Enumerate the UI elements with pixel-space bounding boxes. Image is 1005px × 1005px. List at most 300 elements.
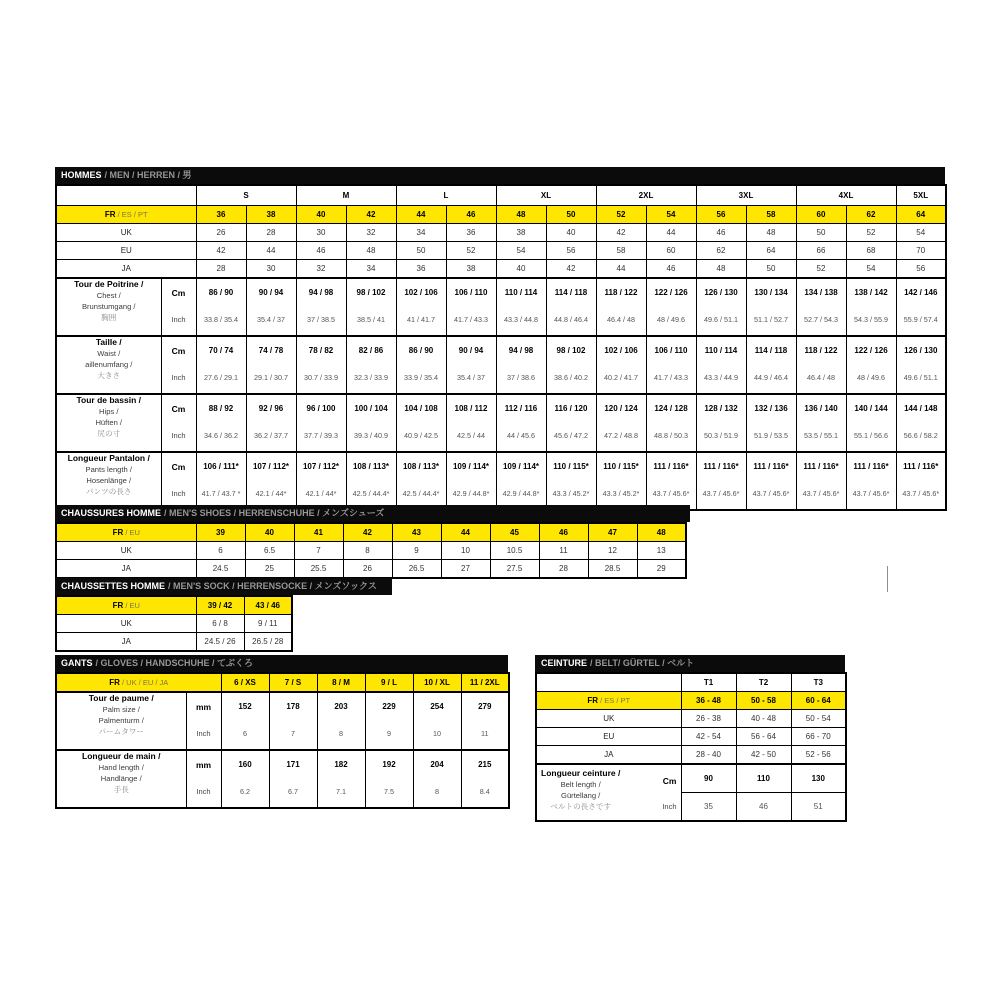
conv-value: 52 (846, 224, 896, 242)
size-value: 40 (296, 206, 346, 224)
measure-cell (365, 750, 413, 808)
measure-cell (269, 750, 317, 808)
measure-cell (161, 452, 196, 510)
inch-value: 42.1 / 44* (305, 489, 337, 498)
unit-top-label: Cm (171, 461, 186, 472)
inch-value: 35.4 / 37 (257, 315, 285, 324)
measure-cell-stack (447, 337, 496, 391)
unit-bottom-label: Inch (171, 373, 186, 383)
inch-value: 44.9 / 46.4 (754, 373, 788, 382)
measure-cell (396, 278, 446, 336)
inch-value: 43.7 / 45.6* (852, 489, 890, 498)
measure-cell-stack (247, 337, 296, 391)
belt-table (535, 672, 847, 822)
inch-value: 42.9 / 44.8* (502, 489, 540, 498)
measure-cell (796, 278, 846, 336)
conv-value: 26 - 38 (681, 710, 736, 728)
measure-label-line: Waist / (97, 349, 121, 358)
measure-cell-stack (447, 395, 496, 449)
cm-value: 109 / 114* (502, 462, 540, 471)
inch-value: 8 (339, 729, 343, 738)
measure-label-line: Hüften / (95, 418, 123, 427)
cm-value: 111 / 116* (753, 462, 789, 471)
unit-bottom-label: Inch (171, 431, 186, 441)
inch-value: 8 (435, 787, 439, 796)
measure-cell-stack (162, 453, 196, 507)
conv-value: 10 (441, 542, 490, 560)
cm-value: 111 / 116* (653, 462, 689, 471)
conv-value: 46 (296, 242, 346, 260)
cm-value: 203 (334, 702, 348, 711)
inch-value: 39.3 / 40.9 (354, 431, 388, 440)
cm-value: 111 / 116* (853, 462, 889, 471)
conv-row-label: JA (56, 560, 196, 579)
measure-cell (246, 278, 296, 336)
cm-value: 116 / 120 (554, 404, 588, 413)
cm-value: 106 / 110 (454, 288, 488, 297)
measure-cell (546, 452, 596, 510)
size-value: 64 (896, 206, 946, 224)
conv-value: 42 - 50 (736, 746, 791, 765)
hommes-region-label-rest: / ES / PT (115, 210, 148, 219)
unit-bottom-label: Inch (171, 315, 186, 325)
cm-value: 126 / 130 (904, 346, 938, 355)
measure-label-line: Tour de bassin / (76, 395, 142, 405)
measure-cell (796, 336, 846, 394)
size-value: 62 (846, 206, 896, 224)
measure-cell (596, 278, 646, 336)
belt-title-bar (535, 655, 845, 672)
conv-value: 7 (294, 542, 343, 560)
conv-value: 34 (396, 224, 446, 242)
measure-label-line: Longueur ceinture / (541, 767, 621, 778)
measure-cell (496, 278, 546, 336)
cm-value: 96 / 100 (306, 404, 336, 413)
measure-cell (596, 336, 646, 394)
measure-cell (246, 336, 296, 394)
socks-region-label-rest: / EU (123, 601, 140, 610)
conv-value: 52 (446, 242, 496, 260)
measure-cell (646, 452, 696, 510)
hommes-size-row (56, 206, 946, 224)
cm-value: 111 / 116* (803, 462, 839, 471)
inch-value: 48.8 / 50.3 (654, 431, 688, 440)
measure-cell (596, 452, 646, 510)
size-value: 7 / S (269, 673, 317, 692)
cm-value: 107 / 112* (302, 462, 340, 471)
size-value: 46 (539, 523, 588, 542)
conv-value: 9 / 11 (244, 615, 292, 633)
cm-value: 229 (382, 702, 396, 711)
measure-cell-stack (447, 453, 496, 507)
measure-cell-stack (162, 395, 196, 449)
conv-value: 46 (646, 260, 696, 279)
conv-value: 27.5 (490, 560, 539, 579)
belt-length-label (536, 764, 681, 821)
conv-value: 28 (196, 260, 246, 279)
conv-value: 6.5 (245, 542, 294, 560)
belt-size-header-T3: T3 (791, 673, 846, 692)
cm-value: 88 / 92 (208, 404, 234, 413)
conv-value: 25.5 (294, 560, 343, 579)
conv-row-label: UK (56, 542, 196, 560)
measure-cell (161, 278, 196, 336)
hommes-table (55, 184, 947, 511)
measure-label-line: パームタワー (98, 727, 145, 736)
measure-cell-stack (397, 453, 446, 507)
measure-cell-stack (366, 751, 413, 805)
cm-value: 136 / 140 (804, 404, 838, 413)
measure-cell-stack (447, 279, 496, 333)
measure-cell-stack (747, 337, 796, 391)
conv-row-label: UK (56, 615, 196, 633)
shoes-region-label-rest: / EU (123, 528, 140, 537)
inch-value: 49.6 / 51.1 (704, 315, 738, 324)
hommes-size-table (55, 167, 947, 511)
measure-cell-stack (897, 453, 946, 507)
inch-value: 51.9 / 53.5 (754, 431, 788, 440)
cm-value: 102 / 106 (604, 346, 638, 355)
hommes-conv-row-EU (56, 242, 946, 260)
measure-label-line: Belt length / (560, 779, 601, 789)
cm-value: 152 (238, 702, 252, 711)
cm-value: 124 / 128 (654, 404, 688, 413)
conv-value: 28.5 (588, 560, 637, 579)
measure-cell-stack (297, 453, 346, 507)
cm-value: 134 / 138 (804, 288, 838, 297)
measure-cell-stack (647, 395, 696, 449)
measure-cell (269, 692, 317, 750)
cm-value: 132 / 136 (754, 404, 788, 413)
inch-value: 37 / 38.6 (507, 373, 535, 382)
unit-top-label: Cm (171, 345, 186, 356)
conv-value: 54 (846, 260, 896, 279)
inch-value: 7 (291, 729, 295, 738)
measure-cell-stack (797, 453, 846, 507)
conv-value: 54 (496, 242, 546, 260)
measure-cell-stack (222, 693, 269, 747)
conv-value: 9 (392, 542, 441, 560)
size-group-5XL: 5XL (896, 185, 946, 206)
measure-cell (846, 452, 896, 510)
conv-value: 36 (446, 224, 496, 242)
conv-value: 36 (396, 260, 446, 279)
size-value: 43 / 46 (244, 596, 292, 615)
measure-label-line: 手長 (113, 785, 129, 794)
cm-value: 192 (382, 760, 396, 769)
size-value: 48 (496, 206, 546, 224)
conv-value: 50 (796, 224, 846, 242)
measure-cell (296, 336, 346, 394)
measure-cell (346, 452, 396, 510)
measure-cell (186, 750, 221, 808)
measure-cell-stack (697, 453, 746, 507)
measure-cell (596, 394, 646, 452)
measure-cell-stack (597, 453, 646, 507)
measure-label-line: Handlänge / (100, 774, 142, 783)
measure-cell (696, 452, 746, 510)
cm-value: 110 / 115* (553, 462, 589, 471)
measure-cell (161, 336, 196, 394)
conv-value: 40 - 48 (736, 710, 791, 728)
belt-conv-row-EU (536, 728, 846, 746)
conv-value: 56 (896, 260, 946, 279)
belt-length-label-grid (537, 766, 681, 820)
cm-value: 128 / 132 (704, 404, 738, 413)
shoes-size-row (56, 523, 686, 542)
measure-cell-stack (162, 279, 196, 333)
inch-value: 45.6 / 47.2 (554, 431, 588, 440)
size-group-M: M (296, 185, 396, 206)
conv-value: 68 (846, 242, 896, 260)
inch-value: 42.5 / 44.4* (352, 489, 390, 498)
inch-value: 41 / 41.7 (407, 315, 435, 324)
cm-value: 109 / 114* (452, 462, 490, 471)
conv-value: 32 (296, 260, 346, 279)
measure-cell-stack (697, 395, 746, 449)
measure-cell (196, 278, 246, 336)
size-value: 10 / XL (413, 673, 461, 692)
cm-value: 130 (791, 764, 846, 793)
measure-label-line: 尻の寸 (97, 429, 121, 438)
measure-cell-stack (270, 751, 317, 805)
inch-value: 50.3 / 51.9 (704, 431, 738, 440)
measure-cell-stack (347, 395, 396, 449)
measure-cell (896, 336, 946, 394)
conv-value: 42 (196, 242, 246, 260)
cm-value: 106 / 111* (203, 462, 239, 471)
measure-cell (896, 452, 946, 510)
mens-socks-size-table (55, 578, 392, 652)
conv-value: 56 - 64 (736, 728, 791, 746)
inch-value: 43.7 / 45.6* (702, 489, 740, 498)
measure-cell (186, 692, 221, 750)
cm-value: 142 / 146 (904, 288, 938, 297)
conv-value: 64 (746, 242, 796, 260)
inch-value: 55.9 / 57.4 (903, 315, 938, 324)
inch-value: 41.7 / 43.7 * (201, 489, 241, 498)
conv-value: 48 (746, 224, 796, 242)
inch-value: 43.3 / 45.2* (602, 489, 640, 498)
cm-value: 107 / 112* (252, 462, 290, 471)
measure-cell (346, 336, 396, 394)
gloves-table (55, 672, 510, 809)
measure-cell (396, 394, 446, 452)
measure-cell (496, 336, 546, 394)
measure-label-line: 胸囲 (101, 313, 117, 322)
cm-value: 82 / 86 (358, 346, 384, 355)
conv-value: 12 (588, 542, 637, 560)
size-value: 40 (245, 523, 294, 542)
measure-label-line: Palmenturm / (98, 716, 144, 725)
size-value: 38 (246, 206, 296, 224)
size-value: 56 (696, 206, 746, 224)
hommes-conv-row-JA (56, 260, 946, 279)
cm-value: 111 / 116* (903, 462, 939, 471)
measure-cell-stack (547, 395, 596, 449)
measure-cell (846, 278, 896, 336)
measure-cell-stack (597, 337, 646, 391)
conv-row-label: UK (56, 224, 196, 242)
belt-header-row (536, 673, 846, 692)
cm-value: 78 / 82 (308, 346, 334, 355)
conv-value: 44 (596, 260, 646, 279)
inch-value: 40.9 / 42.5 (404, 431, 438, 440)
measure-cell-stack (647, 337, 696, 391)
measure-cell (646, 394, 696, 452)
unit-bottom-label: Inch (196, 787, 211, 797)
belt-length-units (662, 768, 678, 820)
socks-title-bar (55, 578, 392, 595)
measure-cell (413, 692, 461, 750)
hommes-measure-row-1 (56, 336, 946, 394)
measure-cell-stack (897, 395, 946, 449)
shoes-table (55, 522, 687, 579)
measure-cell-stack (197, 395, 246, 449)
measure-cell (396, 452, 446, 510)
measure-cell-stack (597, 395, 646, 449)
measure-cell (496, 394, 546, 452)
conv-value: 30 (296, 224, 346, 242)
inch-value: 42.9 / 44.8* (452, 489, 490, 498)
conv-value: 28 - 40 (681, 746, 736, 765)
measure-label-line: Palm size / (102, 705, 140, 714)
inch-value: 49.6 / 51.1 (903, 373, 938, 382)
inch-value: 54.3 / 55.9 (854, 315, 888, 324)
size-value: 44 (441, 523, 490, 542)
inch-value: 46 (736, 793, 791, 822)
unit-top-label: mm (195, 759, 212, 770)
conv-value: 11 (539, 542, 588, 560)
size-value: 50 (546, 206, 596, 224)
measure-cell-stack (397, 279, 446, 333)
measure-cell (296, 278, 346, 336)
belt-size-header-T2: T2 (736, 673, 791, 692)
gloves-size-table (55, 655, 510, 809)
conv-row-label: JA (536, 746, 681, 765)
cm-value: 204 (430, 760, 444, 769)
belt-size-header-T1: T1 (681, 673, 736, 692)
measure-cell-stack (297, 279, 346, 333)
inch-value: 43.3 / 44.9 (704, 373, 738, 382)
conv-row-label: EU (56, 242, 196, 260)
conv-value: 26 (196, 224, 246, 242)
cm-value: 111 / 116* (703, 462, 739, 471)
measure-cell-stack (347, 279, 396, 333)
cm-value: 90 / 94 (258, 288, 284, 297)
inch-value: 43.7 / 45.6* (802, 489, 840, 498)
measure-cell-stack (747, 395, 796, 449)
cm-value: 160 (238, 760, 252, 769)
size-value: 42 (343, 523, 392, 542)
measure-cell (196, 452, 246, 510)
inch-value: 41.7 / 43.3 (654, 373, 688, 382)
size-group-4XL: 4XL (796, 185, 896, 206)
belt-size-row-label (536, 692, 681, 710)
belt-title-secondary: / BELT/ GÜRTEL / ベルト (590, 658, 695, 668)
cm-value: 110 / 114 (704, 346, 738, 355)
cm-value: 254 (430, 702, 444, 711)
inch-value: 37.7 / 39.3 (304, 431, 338, 440)
conv-value: 38 (496, 224, 546, 242)
conv-value: 62 (696, 242, 746, 260)
cm-value: 110 (736, 764, 791, 793)
inch-value: 53.5 / 55.1 (804, 431, 838, 440)
measure-cell (746, 452, 796, 510)
conv-value: 44 (246, 242, 296, 260)
inch-value: 7.5 (384, 787, 394, 796)
conv-value: 70 (896, 242, 946, 260)
measure-cell (365, 692, 413, 750)
measure-cell-stack (697, 337, 746, 391)
measure-cell-stack (347, 337, 396, 391)
size-value: 36 (196, 206, 246, 224)
conv-value: 40 (546, 224, 596, 242)
conv-value: 42 - 54 (681, 728, 736, 746)
cm-value: 126 / 130 (704, 288, 738, 297)
belt-size-row (536, 692, 846, 710)
shoes-title-main: CHAUSSURES HOMME (61, 508, 162, 518)
measure-cell-stack (797, 395, 846, 449)
measure-cell-stack (497, 453, 546, 507)
measure-label (56, 394, 161, 452)
hommes-measure-row-0 (56, 278, 946, 336)
gloves-title-secondary: / GLOVES / HANDSCHUHE / てぶくろ (95, 658, 254, 668)
inch-value: 56.6 / 58.2 (903, 431, 938, 440)
inch-value: 42.5 / 44 (457, 431, 485, 440)
size-value: 60 (796, 206, 846, 224)
conv-value: 44 (646, 224, 696, 242)
cm-value: 98 / 102 (556, 346, 586, 355)
inch-value: 27.6 / 29.1 (204, 373, 238, 382)
inch-value: 51.1 / 52.7 (754, 315, 788, 324)
measure-cell (896, 278, 946, 336)
measure-cell-stack (847, 453, 896, 507)
inch-value: 7.1 (336, 787, 346, 796)
unit-top-label: Cm (662, 775, 677, 786)
inch-value: 36.2 / 37.7 (254, 431, 288, 440)
measure-cell (296, 394, 346, 452)
measure-cell (346, 278, 396, 336)
size-value: 36 - 48 (681, 692, 736, 710)
gloves-size-row (56, 673, 509, 692)
measure-cell (696, 278, 746, 336)
cm-value: 118 / 122 (604, 288, 638, 297)
size-value: 44 (396, 206, 446, 224)
inch-value: 43.7 / 45.6* (652, 489, 690, 498)
measure-label-line: Taille / (95, 337, 122, 347)
shoes-conv-row-UK (56, 542, 686, 560)
measure-cell-stack (462, 751, 509, 805)
measure-cell-stack (797, 337, 846, 391)
corner-cell (56, 185, 196, 206)
cm-value: 98 / 102 (356, 288, 386, 297)
measure-cell-stack (397, 337, 446, 391)
measure-cell (496, 452, 546, 510)
gloves-region-label: FR (109, 678, 120, 687)
measure-cell (461, 692, 509, 750)
measure-cell-stack (247, 395, 296, 449)
unit-bottom-label: Inch (196, 729, 211, 739)
conv-row-label: JA (56, 260, 196, 279)
belt-length-cm-row (536, 764, 846, 793)
cm-value: 106 / 110 (654, 346, 688, 355)
conv-row-label: JA (56, 633, 196, 652)
conv-value: 25 (245, 560, 294, 579)
cm-value: 122 / 126 (654, 288, 688, 297)
inch-value: 35.4 / 37 (457, 373, 485, 382)
cm-value: 70 / 74 (208, 346, 234, 355)
